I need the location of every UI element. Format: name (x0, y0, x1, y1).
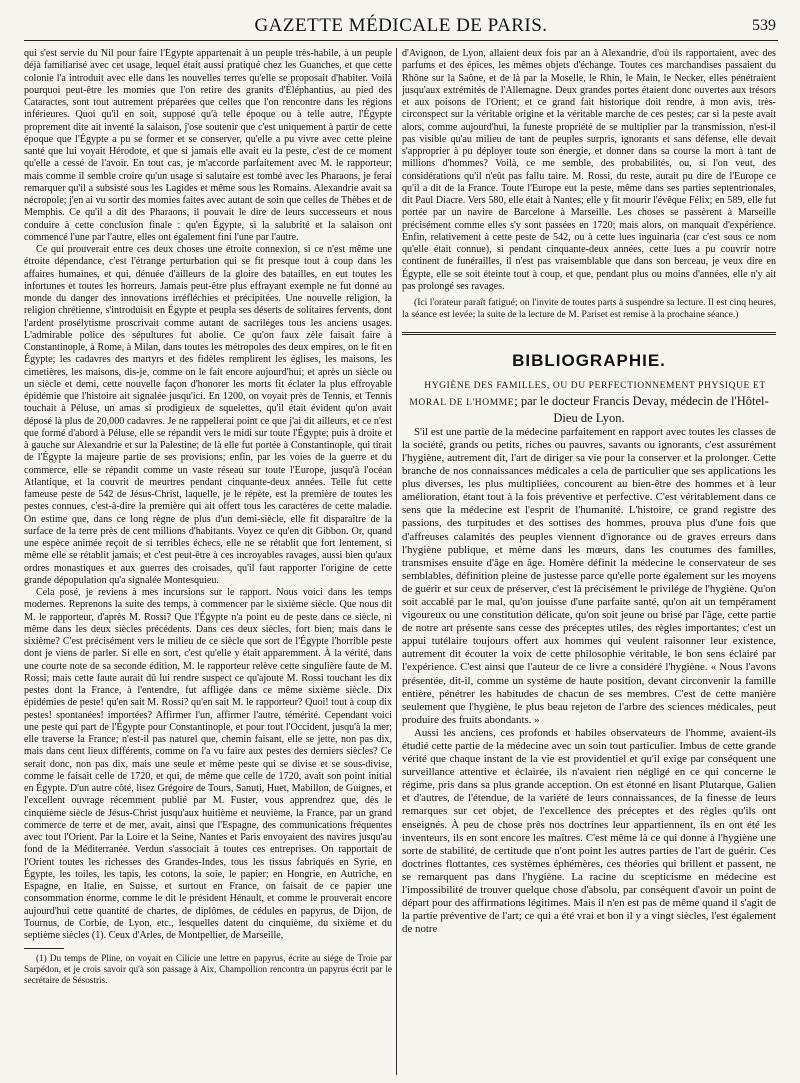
book-title-rest: ; par le docteur Francis Devay, médecin de l'Hôtel-Dieu de Lyon. (514, 393, 769, 425)
left-paragraph-3: Cela posé, je reviens à mes incursions sur le rapport. Nous voici dans les temps modernes. Reprenons la suite des temps, à commencer par le sixième siècle. Que nous dit M. le rapporteur, d'après M. Rossi? Que l'Égypte n'a point eu de peste dans ce siècle, ni même dans les deux siècles précédents. Dans ces deux siècles, fort bien; mais dans le sixième? C'est précisément vers le milieu de ce siècle que sort de l'Égypte l'horrible peste dont je viens de parler. Si elle en sort, c'est qu'elle y était apparemment. À la vérité, dans une courte note de sa seconde édition, M. le rapporteur relève cette singulière faute de M. Rossi; mais cette faute aurait dû lui rendre suspect ce qu'ajoute M. Rossi touchant les dix pestes dont la France, à l'entendre, fut affligée dans ce même sixième siècle. Dix épidémies de peste! qu'en sait M. Rossi? qu'en sait M. le rapporteur? Quoi! tout à coup dix pestes! spontanées! importées? Affirmer l'un, affirmer l'autre, témérité. Cependant voici une peste qui part de l'Égypte pour Constantinople, et pour tout l'Occident, jusqu'à la mer; elle traverse la France; n'est-il pas naturel que, chemin faisant, elle se jette, non pas dix, mais dans cent lieux différents, comme on l'a vu faire aux pestes des derniers siècles? Ce serait donc, non pas dix, mais une seule et même peste qui se divise et se sous-divise, comme le faisait celle de 1720, et qui, de même que celle de 1720, avait son point initial en Égypte. D'un autre côté, lisez Grégoire de Tours, Sanuti, Huet, Mabillon, de Guignes, et l'excellent ouvrage récemment publié par M. Fuster, vous apprendrez que, dès le cinquième siècle de Jésus-Christ jusqu'aux huitième et neuvième, la France, par un grand commerce de terre et de mer, avait, ainsi que l'Espagne, des communications fréquentes avec tout l'Orient. Par la Loire et la Seine, Nantes et Paris envoyaient des navires jusqu'au fond de la Méditerranée. Verdun s'associait à toutes ces entreprises. On rapportait de l'Orient toutes les richesses des Grandes-Indes, tous les tissus fabriqués en Syrie, en Égypte, les toiles, les tapis, les cotons, la soie, le papier; en Hongrie, en Autriche, en Espagne, en Italie, en Suisse, et surtout en France, on faisait de ce papier une consommation énorme, comme le dit le président Hénault, et comme le prouverait encore aujourd'hui cette quantité de chartes, de diplômes, de cédules en papyrus, de Dijon, de Tournus, de Corbie, de Lyon, etc., lesquelles datent du cinquième, du sixième et du septième siècles (1). Ceux d'Arles, de Montpellier, de Marseille, (24, 587, 392, 941)
column-divider (396, 48, 397, 1075)
page-header (24, 14, 778, 41)
right-column (402, 48, 776, 1075)
bibliography-title: BIBLIOGRAPHIE. (512, 350, 666, 370)
review-body (402, 426, 776, 937)
right-continuation: d'Avignon, de Lyon, allaient deux fois par an à Alexandrie, d'où ils rapportaient, avec des parfums et des épices, les mêmes objets d'échange. Toutes ces marchandises passaient du Rhône sur la Saône, et de là par la Moselle, le Rhin, le Main, le Necker, elles pénétraient jusqu'aux extrémités de l'Allemagne. Deux grandes portes étaient donc ouvertes aux trésors et aux poisons de l'Orient; et ce grand fait historique doit rendre, à mon avis, très-circonspect sur la véritable origine et la véritable marche de ces pestes; car si la peste avait alors, comme aujourd'hui, la funeste propriété de se multiplier par la transmission, n'est-il pas visible qu'au milieu de tant de peuples surpris, ignorants et sans défense, elle devait s'approprier à pu déployer toute son énergie, et donner dans sa course la mort à tant de millions d'hommes? Voilà, ce me semble, des probabilités, ou, si l'on veut, des considérations qu'il n'eût pas fallu taire. M. Rossi, du reste, aurait pu dire de l'Europe ce qu'il a dit de la France. Toute l'Europe eut la peste, même dans ses parties septentrionales, dit Paul Diacre. Vers 580, elle était à Nantes; elle y fit mourir l'évêque Félix; en 589, elle fut portée par un navire de Barcelone à Marseille. Les choses se passèrent à Marseille précisément comme elles s'y sont passées en 1720; mais alors, on manquait d'expérience. Enfin, relativement à cette peste de 542, ou à cette lues inguinaria (car c'est sous ce nom qu'elle était connue), si pendant cinquante-deux années, cette lues a pu couvrir notre continent de funérailles, il n'est pas vraisemblable que dans son berceau, je veux dire en Égypte, elle se soit éteinte tout à coup, et que, pendant plus ou moins d'années, elle n'y ait pas prolongé ses ravages. (402, 48, 776, 292)
page-number: 539 (752, 17, 776, 34)
session-note: (Ici l'orateur paraît fatigué; on l'invite de toutes parts à suspendre sa lecture. Il est cinq heures, la séance est levée; la suite de la lecture de M. Pariset est remise à la prochaine séance.) (402, 297, 776, 321)
journal-title: GAZETTE MÉDICALE DE PARIS. (254, 15, 548, 36)
book-heading (402, 377, 776, 426)
footnote: (1) Du temps de Pline, on voyait en Cilicie une lettre en papyrus, écrite au siége de Troie par Sarpédon, et je crois savoir qu'à son passage à Aix, Champollion rencontra un papyrus écrit par le secrétaire de Sésostris. (24, 953, 392, 986)
review-paragraph-2: Aussi les anciens, ces profonds et habiles observateurs de l'homme, avaient-ils étudié cette partie de la médecine avec un soin tout particulier. Imbus de cette grande vérité que chaque instant de la vie est providentiel et qu'il exige par conséquent une surveillance attentive et éclairée, ils n'avaient rien négligé en ce qui concerne le régime, pris dans sa plus grande acception. On est étonné en lisant Plutarque, Galien et d'autres, de l'étendue, de la variété de leurs connaissances, de la finesse de leurs remarques sur cet objet, de l'excellence des préceptes et des règles qu'ils ont enseignés. À peu de chose près nos doctrines leur appartiennent, ils en ont été les inventeurs, ils en sont encore les maîtres. C'est même là ce qui donne à l'hygiène une sorte de stabilité, de certitude que n'ont point les autres parties de l'art de guérir. Ces doctrines flottantes, ces systèmes éphémères, ces théories qui brillent et passent, ne se remarquent pas dans l'hygiène. La racine du scepticisme en médecine est l'impossibilité de trouver quelque chose d'absolu, par conséquent d'avoir un point de départ pour des affirmations légitimes. Mais il n'en est pas de même quand il s'agit de la partie préventive de l'art; ce qui a été vrai et bon il y a vingt siècles, l'est également de notre (402, 726, 776, 936)
footnote-divider (24, 948, 64, 949)
section-divider (402, 332, 776, 335)
review-paragraph-1: S'il est une partie de la médecine parfaitement en rapport avec toutes les classes de la société, grands ou petits, riches ou pauvres, savants ou ignorants, c'est assurément l'hygiène, autrement dit, l'art de diriger sa vie pour la conserver et la prolonger. Cette branche de nos connaissances médicales a cela de particulier que ses applications les plus diverses, les plus multipliées, concourent au bien-être des hommes et à leur amélioration, étant tout à la fois préventive et perfective. C'est véritablement dans ce sens que la médecine est l'esprit de l'humanité. L'histoire, ce grand registre des passions, des turpitudes et des sottises des hommes, prouva plus d'une fois que d'affreuses calamités des peuples viennent d'ignorance ou de graves erreurs dans l'hygiène publique, et même dans les mœurs, dans les coutumes des familles, transmises ensuite d'âge en âge. Homère définit la médecine le conservateur de ses semblables, définition pleine de justesse parce qu'elle porte également sur les moyens de guérir et sur ceux de préserver, c'est là précisément le privilége de l'hygiène. Qu'on soit accablé par le mal, qu'on jouisse d'une parfaite santé, qu'on ait un tempérament vigoureux ou une constitution délicate, qu'on soit jeune ou brisé par l'âge, cette partie de notre art présente sans cesse des préceptes utiles, des règles importantes; c'est un appui tutélaire toujours offert aux hommes qui veulent raisonner leur existence, autrement dit écouter la voix de cette philosophie véritable, le bon sens éclairé par l'expérience. C'est ainsi que l'auteur de ce livre a considéré l'hygiène. « Nous l'avons présentée, dit-il, comme un système de haute position, devant circonvenir la famille entière, pénétrer les habitudes de chacun de ses membres. C'est de cette manière seulement que l'hygiène, le plus beau rejeton de l'arbre des sciences médicales, peut produire des fruits abondants. » (402, 425, 776, 726)
left-paragraph-2: Ce qui prouverait entre ces deux choses une étroite connexion, si ce n'est même une étroite dépendance, c'est l'étrange perturbation qui se fit presque tout à coup dans les affaires humaines, et qui, dénuée d'ailleurs de la gloire des batailles, en eut toutes les infortunes et toutes les horreurs. Jamais peut-être plus effrayant exemple ne fut donné au monde du danger des innovations irréfléchies et précipitées. Une nouvelle religion, la religion chrétienne, s'introduisit en Égypte et peupla ses déserts de solitaires fervents, dont l'ardent prosélytisme proscrivait comme autant de sacriléges tous les anciens usages. L'admirable police des sépultures fut abolie. Ce qu'on faux zèle faisait faire à Constantinople, à Rome, à Milan, dans toutes les métropoles des deux empires, on le fit en Égypte; les cadavres des martyrs et des fidèles remplirent les églises, les maisons, les cimetières, les maisons, dis-je, comme on le fait encore aujourd'hui; et après un siècle ou un siècle et demi, cette nouvelle façon d'honorer les morts fit éclater la plus effroyable épidémie que l'histoire ait signalée jusqu'ici. En 1200, on voyait près de Tennis, et Tennis touchait à Péluse, un amas si prodigieux de squelettes, qu'il était évident qu'on avait déposé là plus de 20,000 cadavres. Je ne rappellerai point ce que j'ai dit ailleurs, et ce n'est que formé d'abord à Péluse, elle se répandit vers le midi sur toute l'Égypte; puis à droite et à gauche sur Alexandrie et sur la Palestine; de là elle fut portée à Constantinople, qui tirait de l'Égypte la majeure partie de ses provisions; enfin, par les voies de la guerre et du commerce, elle se répandit comme un vaste réseau sur toute l'Europe, jusqu'à l'océan Atlantique, et la couvrit de meurtres pendant cinquante-deux années. Telle fut cette fameuse peste de 542 de Jésus-Christ, laquelle, je le répète, est la première de toutes les pestes connues, c'est-à-dire la première qui ait offert tous les caractères de cette maladie. On estime que, dans ce long règne de plus d'un demi-siècle, elle fit disparaître de la surface de la terre près de cent millions d'habitants. Voyez ce qu'en dit Gibbon. Or, quand une espèce animée reçoit de si terribles échecs, elle ne se rétablit que fort lentement, si même elle se rétablit jamais; et c'est peut-être à ces incroyables ravages, aussi bien qu'aux ordres monastiques et aux guerres des croisades, qu'il faut rapporter l'origine de cette grande dépopulation qu'a signalée Montesquieu. (24, 244, 392, 586)
left-column (24, 48, 392, 1075)
left-paragraph-1: qui s'est servie du Nil pour faire l'Égypte appartenait à un peuple très-habile, à un peuple déjà familiarisé avec cet usage, lequel était aussi pratiqué chez les Guanches, et que cette colonie l'a introduit avec elle dans les nouvelles terres qu'elle se proposait d'habiter. Voilà pourquoi peut-être les momies que l'on retire des granits d'Éléphantius, au pied des Cataractes, sont tout autrement préparées que celles que l'on rencontre dans les régions inférieures. Quoi qu'il en soit, supposé qu'à telle époque ou à telle autre, l'Égypte proprement dite ait inventé la salaison, j'ose soutenir que c'est uniquement à partir de cette époque que l'Égypte a pu se former et se conserver, qu'elle a pu vivre avec cette pleine santé que lui voyait Hérodote, et que si jamais elle avait eu la peste, c'est de ce moment qu'elle a cessé de l'avoir. En tout cas, je m'accorde parfaitement avec M. le rapporteur; mais comme il semble croire qu'un usage si salutaire est tombé avec les Pharaons, je ferai remarquer qu'il a subsisté sous les Lagides et même sous les Romains. Alexandrie avait sa nécropole; j'en ai vu sortir des momies faites avec autant de soin que celles de Thèbes et de Memphis. Ce qu'il a dit des Pharaons, il pouvait le dire de leurs successeurs et nous conduire à cette conclusion finale : qu'en Égypte, si la salubrité et la salaison ont commencé l'une par l'autre, elles ont également fini l'une par l'autre. (24, 48, 392, 243)
book-title-caps: HYGIÈNE DES FAMILLES, OU DU PERFECTIONNEMENT PHYSIQUE ET MORAL DE L'HOMME (409, 380, 766, 408)
